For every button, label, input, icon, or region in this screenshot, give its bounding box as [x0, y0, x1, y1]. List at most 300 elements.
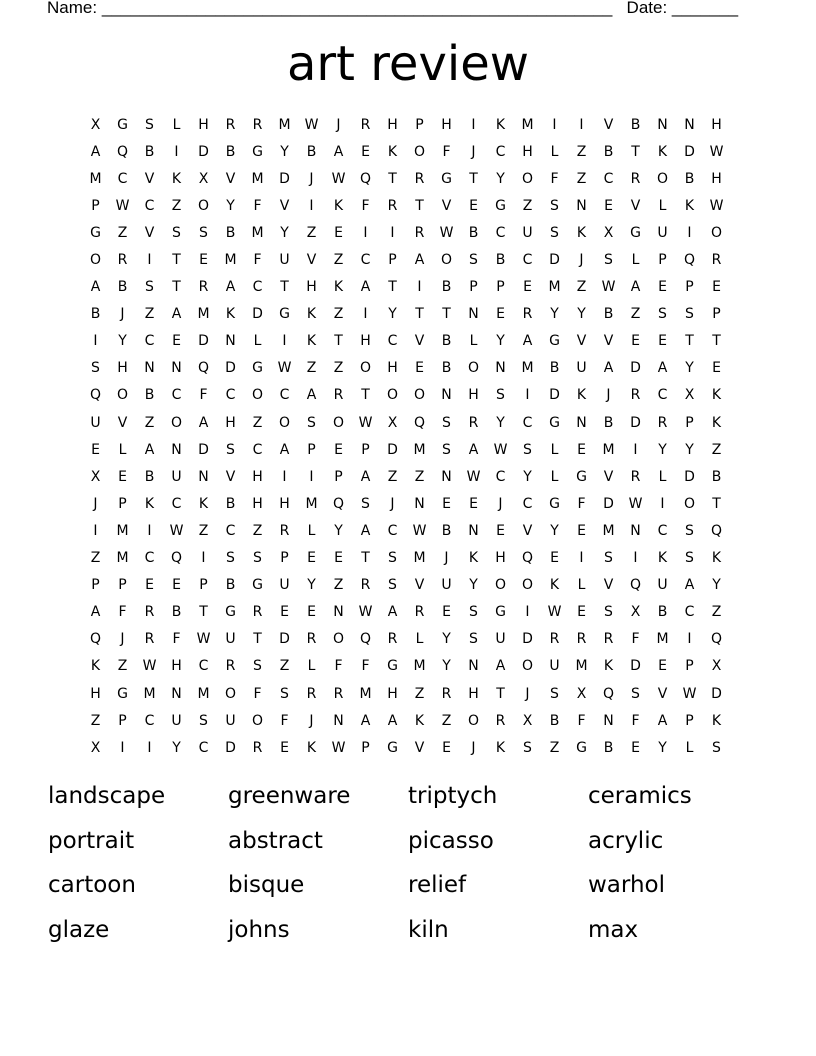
grid-cell[interactable]: Z [414, 468, 425, 485]
grid-cell[interactable]: Y [334, 522, 343, 539]
grid-cell[interactable]: M [278, 116, 291, 133]
grid-cell[interactable]: N [576, 414, 587, 431]
grid-cell[interactable]: H [441, 116, 452, 133]
grid-cell[interactable]: B [441, 333, 452, 350]
grid-cell[interactable]: O [467, 360, 480, 377]
grid-cell[interactable]: F [361, 658, 370, 675]
grid-cell[interactable]: D [198, 143, 209, 160]
grid-cell[interactable]: Y [550, 522, 559, 539]
grid-cell[interactable]: B [171, 604, 182, 621]
grid-cell[interactable]: P [469, 279, 478, 296]
grid-cell[interactable]: Z [252, 522, 263, 539]
grid-cell[interactable]: E [361, 143, 370, 160]
grid-cell[interactable]: Y [658, 441, 667, 458]
grid-cell[interactable]: S [604, 604, 613, 621]
grid-cell[interactable]: S [685, 550, 694, 567]
grid-cell[interactable]: M [413, 658, 426, 675]
grid-cell[interactable]: S [469, 604, 478, 621]
grid-cell[interactable]: X [90, 116, 101, 133]
grid-cell[interactable]: E [415, 360, 424, 377]
grid-cell[interactable]: H [225, 414, 236, 431]
grid-cell[interactable]: V [576, 333, 587, 350]
grid-cell[interactable]: G [252, 360, 263, 377]
grid-cell[interactable]: J [336, 116, 341, 133]
grid-cell[interactable]: Q [197, 360, 210, 377]
grid-cell[interactable]: S [91, 360, 100, 377]
grid-cell[interactable]: U [441, 577, 452, 594]
grid-cell[interactable]: L [469, 333, 478, 350]
grid-cell[interactable]: M [602, 441, 615, 458]
grid-cell[interactable]: W [331, 170, 346, 187]
grid-cell[interactable]: Z [333, 252, 344, 269]
grid-cell[interactable]: J [309, 170, 314, 187]
grid-cell[interactable]: O [278, 414, 291, 431]
grid-cell[interactable]: K [198, 495, 209, 512]
grid-cell[interactable]: R [360, 116, 371, 133]
grid-cell[interactable]: I [363, 224, 368, 241]
grid-cell[interactable]: Z [171, 197, 182, 214]
grid-cell[interactable]: M [116, 522, 129, 539]
grid-cell[interactable]: W [439, 224, 454, 241]
grid-cell[interactable]: C [171, 387, 182, 404]
grid-cell[interactable]: S [712, 739, 721, 756]
grid-cell[interactable]: S [658, 306, 667, 323]
grid-cell[interactable]: S [199, 224, 208, 241]
grid-cell[interactable]: B [603, 306, 614, 323]
grid-cell[interactable]: P [496, 279, 505, 296]
grid-cell[interactable]: B [603, 414, 614, 431]
grid-cell[interactable]: K [657, 143, 668, 160]
grid-cell[interactable]: A [198, 414, 209, 431]
grid-cell[interactable]: J [93, 495, 98, 512]
grid-cell[interactable]: W [682, 685, 697, 702]
grid-cell[interactable]: I [309, 468, 314, 485]
grid-cell[interactable]: S [253, 658, 262, 675]
grid-cell[interactable]: I [309, 197, 314, 214]
grid-cell[interactable]: R [360, 577, 371, 594]
grid-cell[interactable]: A [360, 522, 371, 539]
grid-cell[interactable]: U [549, 658, 560, 675]
grid-cell[interactable]: W [466, 468, 481, 485]
grid-cell[interactable]: K [90, 658, 101, 675]
grid-cell[interactable]: N [441, 468, 452, 485]
grid-cell[interactable]: N [171, 360, 182, 377]
grid-cell[interactable]: Q [332, 495, 345, 512]
grid-cell[interactable]: F [442, 143, 451, 160]
grid-cell[interactable]: D [279, 631, 290, 648]
grid-cell[interactable]: I [471, 116, 476, 133]
grid-cell[interactable]: D [630, 414, 641, 431]
grid-cell[interactable]: B [711, 468, 722, 485]
grid-cell[interactable]: T [388, 279, 397, 296]
grid-cell[interactable]: A [90, 279, 101, 296]
grid-cell[interactable]: R [387, 197, 398, 214]
grid-cell[interactable]: C [684, 604, 695, 621]
grid-cell[interactable]: Z [333, 360, 344, 377]
grid-cell[interactable]: X [90, 468, 101, 485]
grid-cell[interactable]: R [333, 387, 344, 404]
grid-cell[interactable]: B [117, 279, 128, 296]
grid-cell[interactable]: C [171, 495, 182, 512]
grid-cell[interactable]: E [442, 604, 451, 621]
grid-cell[interactable]: T [496, 685, 505, 702]
grid-cell[interactable]: F [172, 631, 181, 648]
grid-cell[interactable]: W [709, 143, 724, 160]
grid-cell[interactable]: M [521, 116, 534, 133]
grid-cell[interactable]: M [359, 685, 372, 702]
grid-cell[interactable]: Y [577, 306, 586, 323]
grid-cell[interactable]: H [117, 360, 128, 377]
grid-cell[interactable]: I [687, 631, 692, 648]
grid-cell[interactable]: L [658, 197, 667, 214]
grid-cell[interactable]: V [414, 577, 425, 594]
grid-cell[interactable]: U [279, 577, 290, 594]
grid-cell[interactable]: S [442, 414, 451, 431]
grid-cell[interactable]: K [711, 387, 722, 404]
grid-cell[interactable]: W [358, 414, 373, 431]
grid-cell[interactable]: I [552, 116, 557, 133]
grid-cell[interactable]: A [144, 441, 155, 458]
grid-cell[interactable]: X [522, 712, 533, 729]
grid-cell[interactable]: L [550, 143, 559, 160]
grid-cell[interactable]: I [363, 306, 368, 323]
grid-cell[interactable]: B [495, 252, 506, 269]
grid-cell[interactable]: K [711, 712, 722, 729]
grid-cell[interactable]: I [282, 333, 287, 350]
grid-cell[interactable]: N [576, 197, 587, 214]
grid-cell[interactable]: N [171, 441, 182, 458]
grid-cell[interactable]: Y [280, 224, 289, 241]
grid-cell[interactable]: I [93, 333, 98, 350]
grid-cell[interactable]: I [525, 604, 530, 621]
grid-cell[interactable]: X [90, 739, 101, 756]
grid-cell[interactable]: B [225, 224, 236, 241]
grid-cell[interactable]: O [710, 224, 723, 241]
grid-cell[interactable]: C [522, 252, 533, 269]
grid-cell[interactable]: E [631, 739, 640, 756]
grid-cell[interactable]: R [630, 387, 641, 404]
grid-cell[interactable]: M [89, 170, 102, 187]
grid-cell[interactable]: D [711, 685, 722, 702]
grid-cell[interactable]: K [387, 143, 398, 160]
grid-cell[interactable]: H [711, 116, 722, 133]
grid-cell[interactable]: T [712, 333, 721, 350]
grid-cell[interactable]: E [172, 577, 181, 594]
grid-cell[interactable]: C [225, 522, 236, 539]
grid-cell[interactable]: B [441, 279, 452, 296]
grid-cell[interactable]: B [144, 387, 155, 404]
grid-cell[interactable]: Z [333, 306, 344, 323]
grid-cell[interactable]: W [709, 197, 724, 214]
grid-cell[interactable]: E [631, 333, 640, 350]
grid-cell[interactable]: S [280, 685, 289, 702]
grid-cell[interactable]: S [604, 550, 613, 567]
grid-cell[interactable]: N [198, 468, 209, 485]
grid-cell[interactable]: V [144, 224, 155, 241]
grid-cell[interactable]: E [118, 468, 127, 485]
grid-cell[interactable]: O [683, 495, 696, 512]
grid-cell[interactable]: R [387, 631, 398, 648]
grid-cell[interactable]: G [576, 739, 587, 756]
grid-cell[interactable]: M [251, 170, 264, 187]
grid-cell[interactable]: L [307, 522, 316, 539]
grid-cell[interactable]: U [576, 360, 587, 377]
grid-cell[interactable]: Y [685, 360, 694, 377]
grid-cell[interactable]: E [496, 306, 505, 323]
grid-cell[interactable]: Z [144, 414, 155, 431]
grid-cell[interactable]: B [549, 360, 560, 377]
grid-cell[interactable]: H [279, 495, 290, 512]
grid-cell[interactable]: E [496, 522, 505, 539]
grid-cell[interactable]: I [660, 495, 665, 512]
grid-cell[interactable]: I [633, 550, 638, 567]
grid-cell[interactable]: G [387, 658, 398, 675]
grid-cell[interactable]: T [172, 252, 181, 269]
grid-cell[interactable]: O [332, 414, 345, 431]
grid-cell[interactable]: D [225, 739, 236, 756]
grid-cell[interactable]: C [495, 468, 506, 485]
grid-cell[interactable]: D [252, 306, 263, 323]
grid-cell[interactable]: D [630, 658, 641, 675]
grid-cell[interactable]: P [118, 577, 127, 594]
grid-cell[interactable]: V [441, 197, 452, 214]
grid-cell[interactable]: V [603, 468, 614, 485]
grid-cell[interactable]: M [251, 224, 264, 241]
grid-cell[interactable]: A [387, 604, 398, 621]
grid-cell[interactable]: G [549, 414, 560, 431]
grid-cell[interactable]: X [603, 224, 614, 241]
grid-cell[interactable]: C [387, 522, 398, 539]
grid-cell[interactable]: K [306, 333, 317, 350]
grid-cell[interactable]: E [469, 197, 478, 214]
grid-cell[interactable]: U [90, 414, 101, 431]
grid-cell[interactable]: Z [522, 197, 533, 214]
grid-cell[interactable]: I [579, 116, 584, 133]
grid-cell[interactable]: W [493, 441, 508, 458]
grid-cell[interactable]: N [441, 387, 452, 404]
grid-cell[interactable]: C [657, 522, 668, 539]
grid-cell[interactable]: Z [576, 143, 587, 160]
grid-cell[interactable]: O [224, 685, 237, 702]
grid-cell[interactable]: J [444, 550, 449, 567]
grid-cell[interactable]: S [253, 550, 262, 567]
grid-cell[interactable]: N [468, 658, 479, 675]
grid-cell[interactable]: A [279, 441, 290, 458]
grid-cell[interactable]: W [547, 604, 562, 621]
grid-cell[interactable]: E [658, 333, 667, 350]
grid-cell[interactable]: E [172, 333, 181, 350]
grid-cell[interactable]: R [306, 631, 317, 648]
grid-cell[interactable]: O [251, 712, 264, 729]
grid-cell[interactable]: I [120, 739, 125, 756]
grid-cell[interactable]: O [332, 631, 345, 648]
grid-cell[interactable]: S [604, 252, 613, 269]
grid-cell[interactable]: G [279, 306, 290, 323]
grid-cell[interactable]: A [495, 658, 506, 675]
grid-cell[interactable]: R [198, 279, 209, 296]
grid-cell[interactable]: R [414, 224, 425, 241]
grid-cell[interactable]: G [252, 577, 263, 594]
grid-cell[interactable]: I [174, 143, 179, 160]
grid-cell[interactable]: V [279, 197, 290, 214]
grid-cell[interactable]: Y [226, 197, 235, 214]
grid-cell[interactable]: B [684, 170, 695, 187]
grid-cell[interactable]: E [280, 739, 289, 756]
grid-cell[interactable]: T [685, 333, 694, 350]
grid-cell[interactable]: V [603, 116, 614, 133]
grid-cell[interactable]: R [522, 306, 533, 323]
grid-cell[interactable]: K [306, 739, 317, 756]
grid-cell[interactable]: O [440, 252, 453, 269]
grid-cell[interactable]: O [170, 414, 183, 431]
grid-cell[interactable]: N [225, 333, 236, 350]
grid-cell[interactable]: P [415, 116, 424, 133]
grid-cell[interactable]: T [388, 170, 397, 187]
grid-cell[interactable]: A [225, 279, 236, 296]
grid-cell[interactable]: N [414, 495, 425, 512]
grid-cell[interactable]: M [305, 495, 318, 512]
grid-cell[interactable]: N [603, 712, 614, 729]
grid-cell[interactable]: S [307, 414, 316, 431]
grid-cell[interactable]: L [658, 468, 667, 485]
grid-cell[interactable]: H [360, 333, 371, 350]
grid-cell[interactable]: E [658, 279, 667, 296]
grid-cell[interactable]: R [630, 468, 641, 485]
grid-cell[interactable]: Y [685, 441, 694, 458]
grid-cell[interactable]: R [603, 631, 614, 648]
grid-cell[interactable]: Z [387, 468, 398, 485]
grid-cell[interactable]: Z [279, 658, 290, 675]
grid-cell[interactable]: B [441, 360, 452, 377]
grid-cell[interactable]: H [468, 387, 479, 404]
grid-cell[interactable]: R [225, 658, 236, 675]
grid-cell[interactable]: F [199, 387, 208, 404]
grid-cell[interactable]: W [601, 279, 616, 296]
grid-cell[interactable]: W [169, 522, 184, 539]
grid-cell[interactable]: R [441, 685, 452, 702]
grid-cell[interactable]: D [549, 252, 560, 269]
grid-cell[interactable]: K [306, 306, 317, 323]
grid-cell[interactable]: Y [388, 306, 397, 323]
grid-cell[interactable]: K [468, 550, 479, 567]
grid-cell[interactable]: Q [602, 685, 615, 702]
grid-cell[interactable]: R [225, 116, 236, 133]
grid-cell[interactable]: D [630, 360, 641, 377]
grid-cell[interactable]: V [117, 414, 128, 431]
grid-cell[interactable]: C [522, 495, 533, 512]
grid-cell[interactable]: L [307, 658, 316, 675]
grid-cell[interactable]: W [196, 631, 211, 648]
grid-cell[interactable]: D [198, 441, 209, 458]
grid-cell[interactable]: P [685, 414, 694, 431]
grid-cell[interactable]: P [361, 441, 370, 458]
grid-cell[interactable]: B [630, 116, 641, 133]
grid-cell[interactable]: E [523, 279, 532, 296]
grid-cell[interactable]: K [711, 414, 722, 431]
grid-cell[interactable]: N [657, 116, 668, 133]
grid-cell[interactable]: L [550, 468, 559, 485]
grid-cell[interactable]: P [712, 306, 721, 323]
grid-cell[interactable]: W [628, 495, 643, 512]
grid-cell[interactable]: V [630, 197, 641, 214]
grid-cell[interactable]: R [144, 631, 155, 648]
grid-cell[interactable]: S [550, 685, 559, 702]
grid-cell[interactable]: S [145, 116, 154, 133]
grid-cell[interactable]: S [469, 631, 478, 648]
grid-cell[interactable]: Y [550, 306, 559, 323]
grid-cell[interactable]: K [414, 712, 425, 729]
grid-cell[interactable]: K [549, 577, 560, 594]
grid-cell[interactable]: I [147, 522, 152, 539]
grid-cell[interactable]: M [602, 522, 615, 539]
grid-cell[interactable]: L [685, 739, 694, 756]
grid-cell[interactable]: U [522, 224, 533, 241]
grid-cell[interactable]: N [684, 116, 695, 133]
grid-cell[interactable]: K [495, 116, 506, 133]
grid-cell[interactable]: G [225, 604, 236, 621]
grid-cell[interactable]: S [469, 252, 478, 269]
grid-cell[interactable]: L [118, 441, 127, 458]
grid-cell[interactable]: H [387, 116, 398, 133]
grid-cell[interactable]: U [657, 577, 668, 594]
grid-cell[interactable]: C [225, 387, 236, 404]
grid-cell[interactable]: D [279, 170, 290, 187]
grid-cell[interactable]: N [468, 522, 479, 539]
grid-cell[interactable]: Z [306, 360, 317, 377]
grid-cell[interactable]: T [361, 387, 370, 404]
grid-cell[interactable]: N [333, 712, 344, 729]
grid-cell[interactable]: O [89, 252, 102, 269]
grid-cell[interactable]: S [145, 279, 154, 296]
grid-cell[interactable]: M [656, 631, 669, 648]
grid-cell[interactable]: P [280, 550, 289, 567]
grid-cell[interactable]: O [656, 170, 669, 187]
grid-cell[interactable]: H [387, 685, 398, 702]
grid-cell[interactable]: D [549, 387, 560, 404]
grid-cell[interactable]: K [171, 170, 182, 187]
grid-cell[interactable]: O [116, 387, 129, 404]
grid-cell[interactable]: K [333, 279, 344, 296]
grid-cell[interactable]: C [144, 550, 155, 567]
grid-cell[interactable]: S [685, 522, 694, 539]
grid-cell[interactable]: Y [118, 333, 127, 350]
grid-cell[interactable]: R [495, 712, 506, 729]
grid-cell[interactable]: S [523, 441, 532, 458]
grid-cell[interactable]: Y [496, 414, 505, 431]
grid-cell[interactable]: A [360, 468, 371, 485]
grid-cell[interactable]: S [226, 550, 235, 567]
grid-cell[interactable]: S [388, 550, 397, 567]
grid-cell[interactable]: J [579, 252, 584, 269]
grid-cell[interactable]: R [630, 170, 641, 187]
grid-cell[interactable]: A [630, 279, 641, 296]
grid-cell[interactable]: B [306, 143, 317, 160]
grid-cell[interactable]: Q [89, 631, 102, 648]
grid-cell[interactable]: Z [144, 306, 155, 323]
grid-cell[interactable]: E [280, 604, 289, 621]
grid-cell[interactable]: P [388, 252, 397, 269]
grid-cell[interactable]: S [631, 685, 640, 702]
grid-cell[interactable]: O [521, 658, 534, 675]
grid-cell[interactable]: W [358, 604, 373, 621]
grid-cell[interactable]: W [277, 360, 292, 377]
grid-cell[interactable]: O [521, 170, 534, 187]
grid-cell[interactable]: Z [117, 224, 128, 241]
grid-cell[interactable]: E [199, 252, 208, 269]
grid-cell[interactable]: K [576, 387, 587, 404]
grid-cell[interactable]: F [280, 712, 289, 729]
grid-cell[interactable]: F [577, 495, 586, 512]
